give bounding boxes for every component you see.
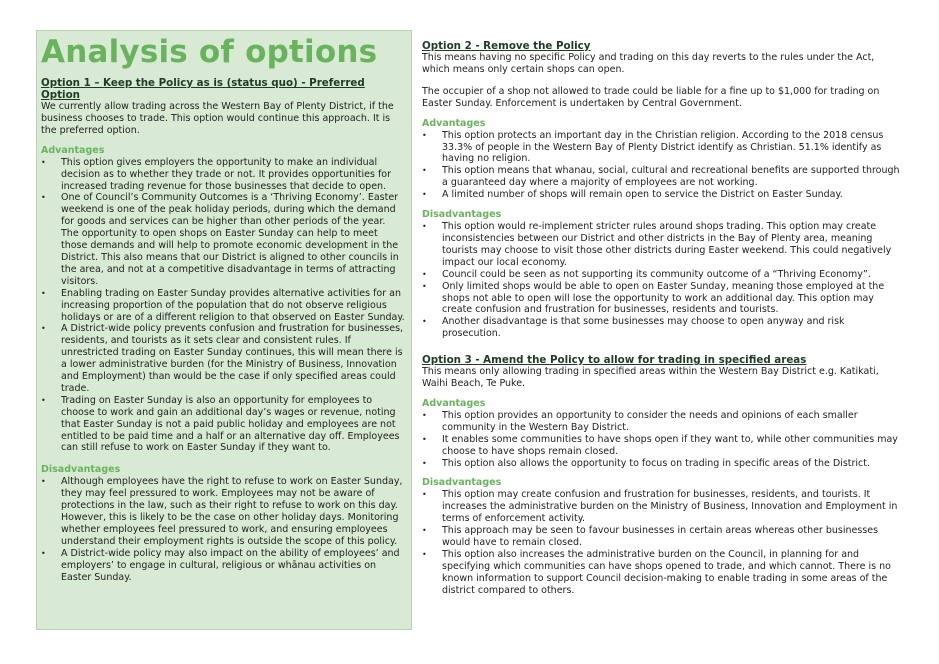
option2-disadvantages-list [422, 221, 904, 340]
option3-disadvantages-heading: Disadvantages [422, 477, 502, 489]
option1-disadvantages-list [41, 476, 405, 583]
list-item: • Another disadvantage is that some businesses may choose to open anyway and risk prosecution. [422, 316, 904, 340]
list-item: • Enabling trading on Easter Sunday provides alternative activities for an increasing proportion of the population that do not observe religious holidays or are of a different religion to that observed on Easter Sunday. [41, 288, 405, 324]
list-item: • This option provides an opportunity to consider the needs and opinions of each smaller community in the Western Bay District. [422, 410, 904, 434]
list-item: • One of Council’s Community Outcomes is a ‘Thriving Economy’. Easter weekend is one of the peak holiday periods, during which the demand for goods and services can be higher than other periods of the year. The opportunity to open shops on Easter Sunday can help to meet those demands and will help to promote economic development in the District. This also means that our District is aligned to other councils in the area, and not at a competitive disadvantage in terms of attracting visitors. [41, 192, 405, 287]
page-title: Analysis of options [41, 34, 378, 70]
list-item: • It enables some communities to have shops open if they want to, while other communities may choose to have shops remain closed. [422, 434, 904, 458]
list-item: • This option also increases the administrative burden on the Council, in planning for and specifying which communities can have shops opened to trade, and which cannot. There is no known information to support Council decision-making to enable trading in some areas of the district compared to others. [422, 549, 904, 597]
option3-heading: Option 3 - Amend the Policy to allow for trading in specified areas [422, 354, 807, 367]
option1-advantages-list [41, 157, 405, 455]
option1-panel [36, 30, 412, 630]
list-item: • This option also allows the opportunity to focus on trading in specific areas of the District. [422, 458, 904, 470]
list-item: • Trading on Easter Sunday is also an opportunity for employees to choose to work and gain an additional day’s wages or revenue, noting that Easter Sunday is not a paid public holiday and employees are not entitled to be paid time and a half or an alternative day off. Employees can still refuse to work on Easter Sunday if they want to. [41, 395, 405, 455]
option2-disadvantages-heading: Disadvantages [422, 209, 502, 221]
option3-advantages-heading: Advantages [422, 397, 486, 409]
right-column [422, 30, 904, 597]
option2-intro: This means having no specific Policy and trading on this day reverts to the rules under the Act, which means only certain shops can open. [422, 52, 875, 75]
option1-heading: Option 1 – Keep the Policy as is (status quo) - Preferred Option [41, 77, 365, 101]
option2-heading: Option 2 - Remove the Policy [422, 40, 591, 52]
option1-disadvantages-heading: Disadvantages [41, 464, 121, 476]
list-item: • Only limited shops would be able to open on Easter Sunday, meaning those employed at the shops not able to open will lose the opportunity to work an additional day. This option may create confusion and frustration for businesses, residents and tourists. [422, 281, 904, 317]
list-item: • Council could be seen as not supporting its community outcome of a “Thriving Economy”. [422, 269, 904, 281]
option2-fine-note: The occupier of a shop not allowed to trade could be liable for a fine up to $1,000 for trading on Easter Sunday. Enforcement is undertaken by Central Government. [422, 85, 880, 109]
list-item: • This option would re-implement stricter rules around shops trading. This option may create inconsistencies between our District and other districts in the Bay of Plenty area, meaning tourists may choose to visit those other districts during Easter weekend. This could negatively impact our local economy. [422, 221, 904, 269]
list-item: • This option may create confusion and frustration for businesses, residents, and tourists. It increases the administrative burden on the Ministry of Business, Innovation and Employment in terms of enforcement activity. [422, 489, 904, 525]
option3-disadvantages-list [422, 489, 904, 596]
list-item: • A District-wide policy may also impact on the ability of employees’ and employers’ to engage in cultural, religious or whānau activities on Easter Sunday. [41, 548, 405, 584]
option3-advantages-list [422, 410, 904, 470]
list-item: • This approach may be seen to favour businesses in certain areas whereas other businesses would have to remain closed. [422, 525, 904, 549]
option2-advantages-heading: Advantages [422, 117, 486, 129]
option2-advantages-list [422, 130, 904, 201]
list-item: • Although employees have the right to refuse to work on Easter Sunday, they may feel pressured to work. Employees may not be aware of protections in the law, such as their right to refuse to work on this day. However, this is likely to be the case on other holiday days. Monitoring whether employees feel pressured to work, and ensuring employees understand their employment rights is outside the scope of this policy. [41, 476, 405, 547]
list-item: • This option means that whanau, social, cultural and recreational benefits are supported through a guaranteed day where a majority of employees are not working. [422, 165, 904, 189]
option3-intro: This means only allowing trading in specified areas within the Western Bay District e.g. Katikati, Waihi Beach, Te Puke. [422, 366, 879, 390]
option1-advantages-heading: Advantages [41, 144, 105, 156]
option1-intro: We currently allow trading across the Western Bay of Plenty District, if the business chooses to trade. This option would continue this approach. It is the preferred option. [41, 101, 394, 136]
list-item: • A District-wide policy prevents confusion and frustration for businesses, residents, and tourists as it sets clear and consistent rules. If unrestricted trading on Easter Sunday continues, this will mean there is a lower administrative burden (for the Ministry of Business, Innovation and Employment) than would be the case if only specified areas could trade. [41, 323, 405, 394]
list-item: • A limited number of shops will remain open to service the District on Easter Sunday. [422, 189, 904, 201]
list-item: • This option gives employers the opportunity to make an individual decision as to whether they trade or not. It provides opportunities for increased trading revenue for those businesses that decide to open. [41, 157, 405, 193]
list-item: • This option protects an important day in the Christian religion. According to the 2018 census 33.3% of people in the Western Bay of Plenty District identify as Christian. 51.1% identify as having no religion. [422, 130, 904, 166]
